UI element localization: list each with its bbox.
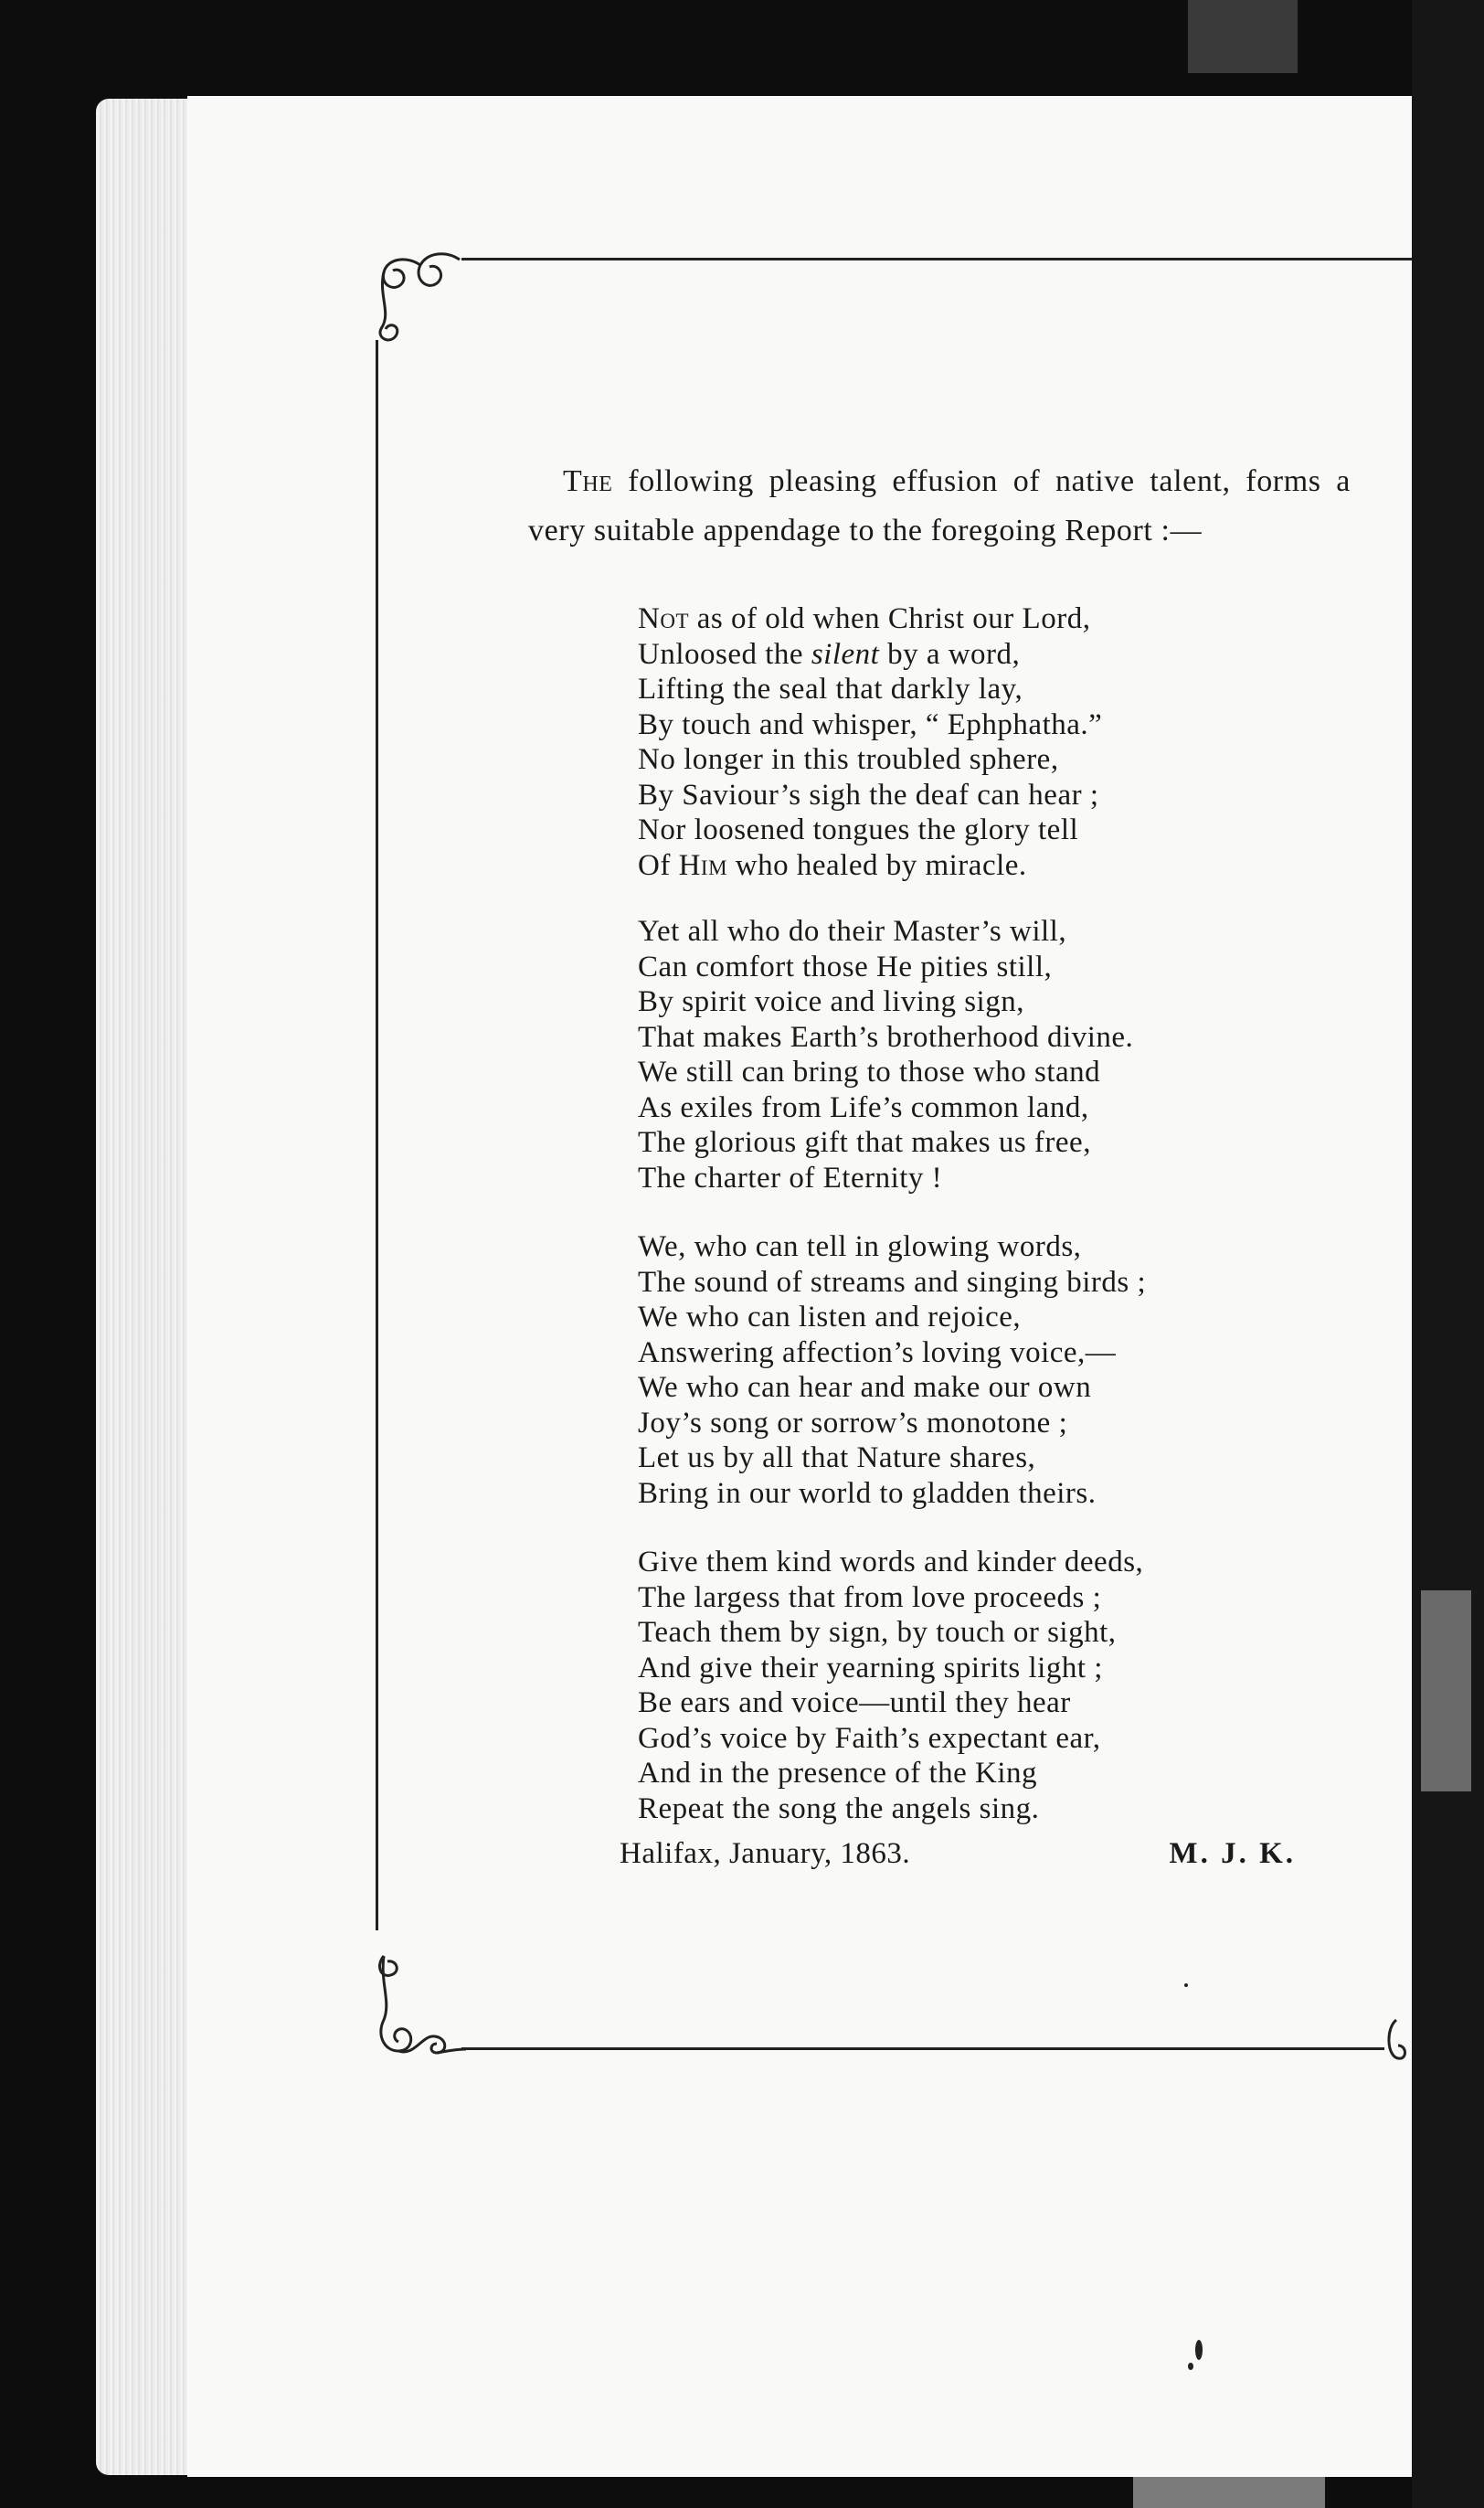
poem-line: Nor loosened tongues the glory tell	[638, 813, 1079, 846]
poem-line: Can comfort those He pities still,	[638, 950, 1053, 983]
scroll-flourish-icon	[1378, 2011, 1415, 2075]
poem-line: Give them kind words and kinder deeds,	[638, 1546, 1144, 1578]
poem-line	[638, 601, 1332, 637]
poem-line: We still can bring to those who stand	[638, 1056, 1101, 1089]
poem-line: Bring in our world to gladden theirs.	[638, 1476, 1097, 1510]
poem-line: Unloosed the silent by a word,	[638, 637, 1021, 671]
poem-line: Be ears and voice—until they hear	[638, 1686, 1071, 1719]
poem-line: The charter of Eternity !	[638, 1161, 943, 1195]
poem-line: God’s voice by Faith’s expectant ear,	[638, 1721, 1101, 1755]
poem-line: Repeat the song the angels sing.	[638, 1791, 1040, 1825]
poem-line: We, who can tell in glowing words,	[638, 1230, 1082, 1263]
poem-line: By spirit voice and living sign,	[638, 985, 1024, 1018]
scroll-flourish-icon	[364, 1947, 473, 2066]
poem-line: The largess that from love proceeds ;	[638, 1580, 1102, 1614]
poem-line: No longer in this troubled sphere,	[638, 743, 1059, 776]
scan-side-mark	[1421, 1590, 1471, 1791]
signoff-place-date: Halifax, January, 1863.	[620, 1837, 911, 1870]
poem-line: And in the presence of the King	[638, 1757, 1038, 1790]
poem-line: And give their yearning spirits light ;	[638, 1651, 1103, 1684]
poem-stanza	[638, 1545, 1332, 1826]
frame-bottom-rule	[461, 2047, 1384, 2050]
poem-line: By Saviour’s sigh the deaf can hear ;	[638, 778, 1099, 812]
poem-stanza	[638, 914, 1332, 1196]
poem-line: Yet all who do their Master’s will,	[638, 915, 1067, 948]
scan-speck	[1184, 1983, 1188, 1987]
poem-line: Let us by all that Nature shares,	[638, 1441, 1036, 1474]
poem-line-text: as of old when Christ our Lord,	[696, 602, 1091, 635]
poem-line: The glorious gift that makes us free,	[638, 1126, 1091, 1159]
poem-line: Answering affection’s loving voice,—	[638, 1335, 1117, 1369]
poem-stanza	[638, 601, 1332, 883]
scroll-flourish-icon	[364, 239, 473, 349]
book-page-edges	[96, 99, 196, 2475]
frame-left-rule	[376, 340, 378, 1930]
poem-stanza	[638, 1229, 1332, 1511]
scan-speck	[1188, 2363, 1193, 2370]
scan-margin-shadow	[1188, 0, 1298, 73]
poem-signoff	[620, 1837, 1296, 1871]
poem-line: As exiles from Life’s common land,	[638, 1090, 1089, 1124]
poem-line: Teach them by sign, by touch or sight,	[638, 1616, 1117, 1649]
frame-top-rule	[461, 258, 1412, 260]
intro-paragraph	[528, 457, 1351, 556]
intro-text: following pleasing effusion of native talent, forms a very suitable appendage to the foregoing Report :—	[528, 464, 1351, 547]
scan-speck	[1195, 2340, 1203, 2360]
poem-line: We who can hear and make our own	[638, 1371, 1092, 1404]
poem-line: We who can listen and rejoice,	[638, 1301, 1022, 1334]
poem-line: Of Him who healed by miracle.	[638, 848, 1027, 882]
poem-line: The sound of streams and singing birds ;	[638, 1265, 1147, 1299]
poem-line: Lifting the seal that darkly lay,	[638, 673, 1023, 706]
poem-line-lead: Not	[638, 602, 689, 635]
scan-side-strip	[1412, 0, 1484, 2508]
signoff-initials: M. J. K.	[1169, 1837, 1296, 1870]
poem-line: That makes Earth’s brotherhood divine.	[638, 1020, 1134, 1054]
intro-lead-word: The	[563, 464, 613, 498]
poem-line: By touch and whisper, “ Ephphatha.”	[638, 707, 1103, 741]
poem-line: Joy’s song or sorrow’s monotone ;	[638, 1406, 1068, 1440]
